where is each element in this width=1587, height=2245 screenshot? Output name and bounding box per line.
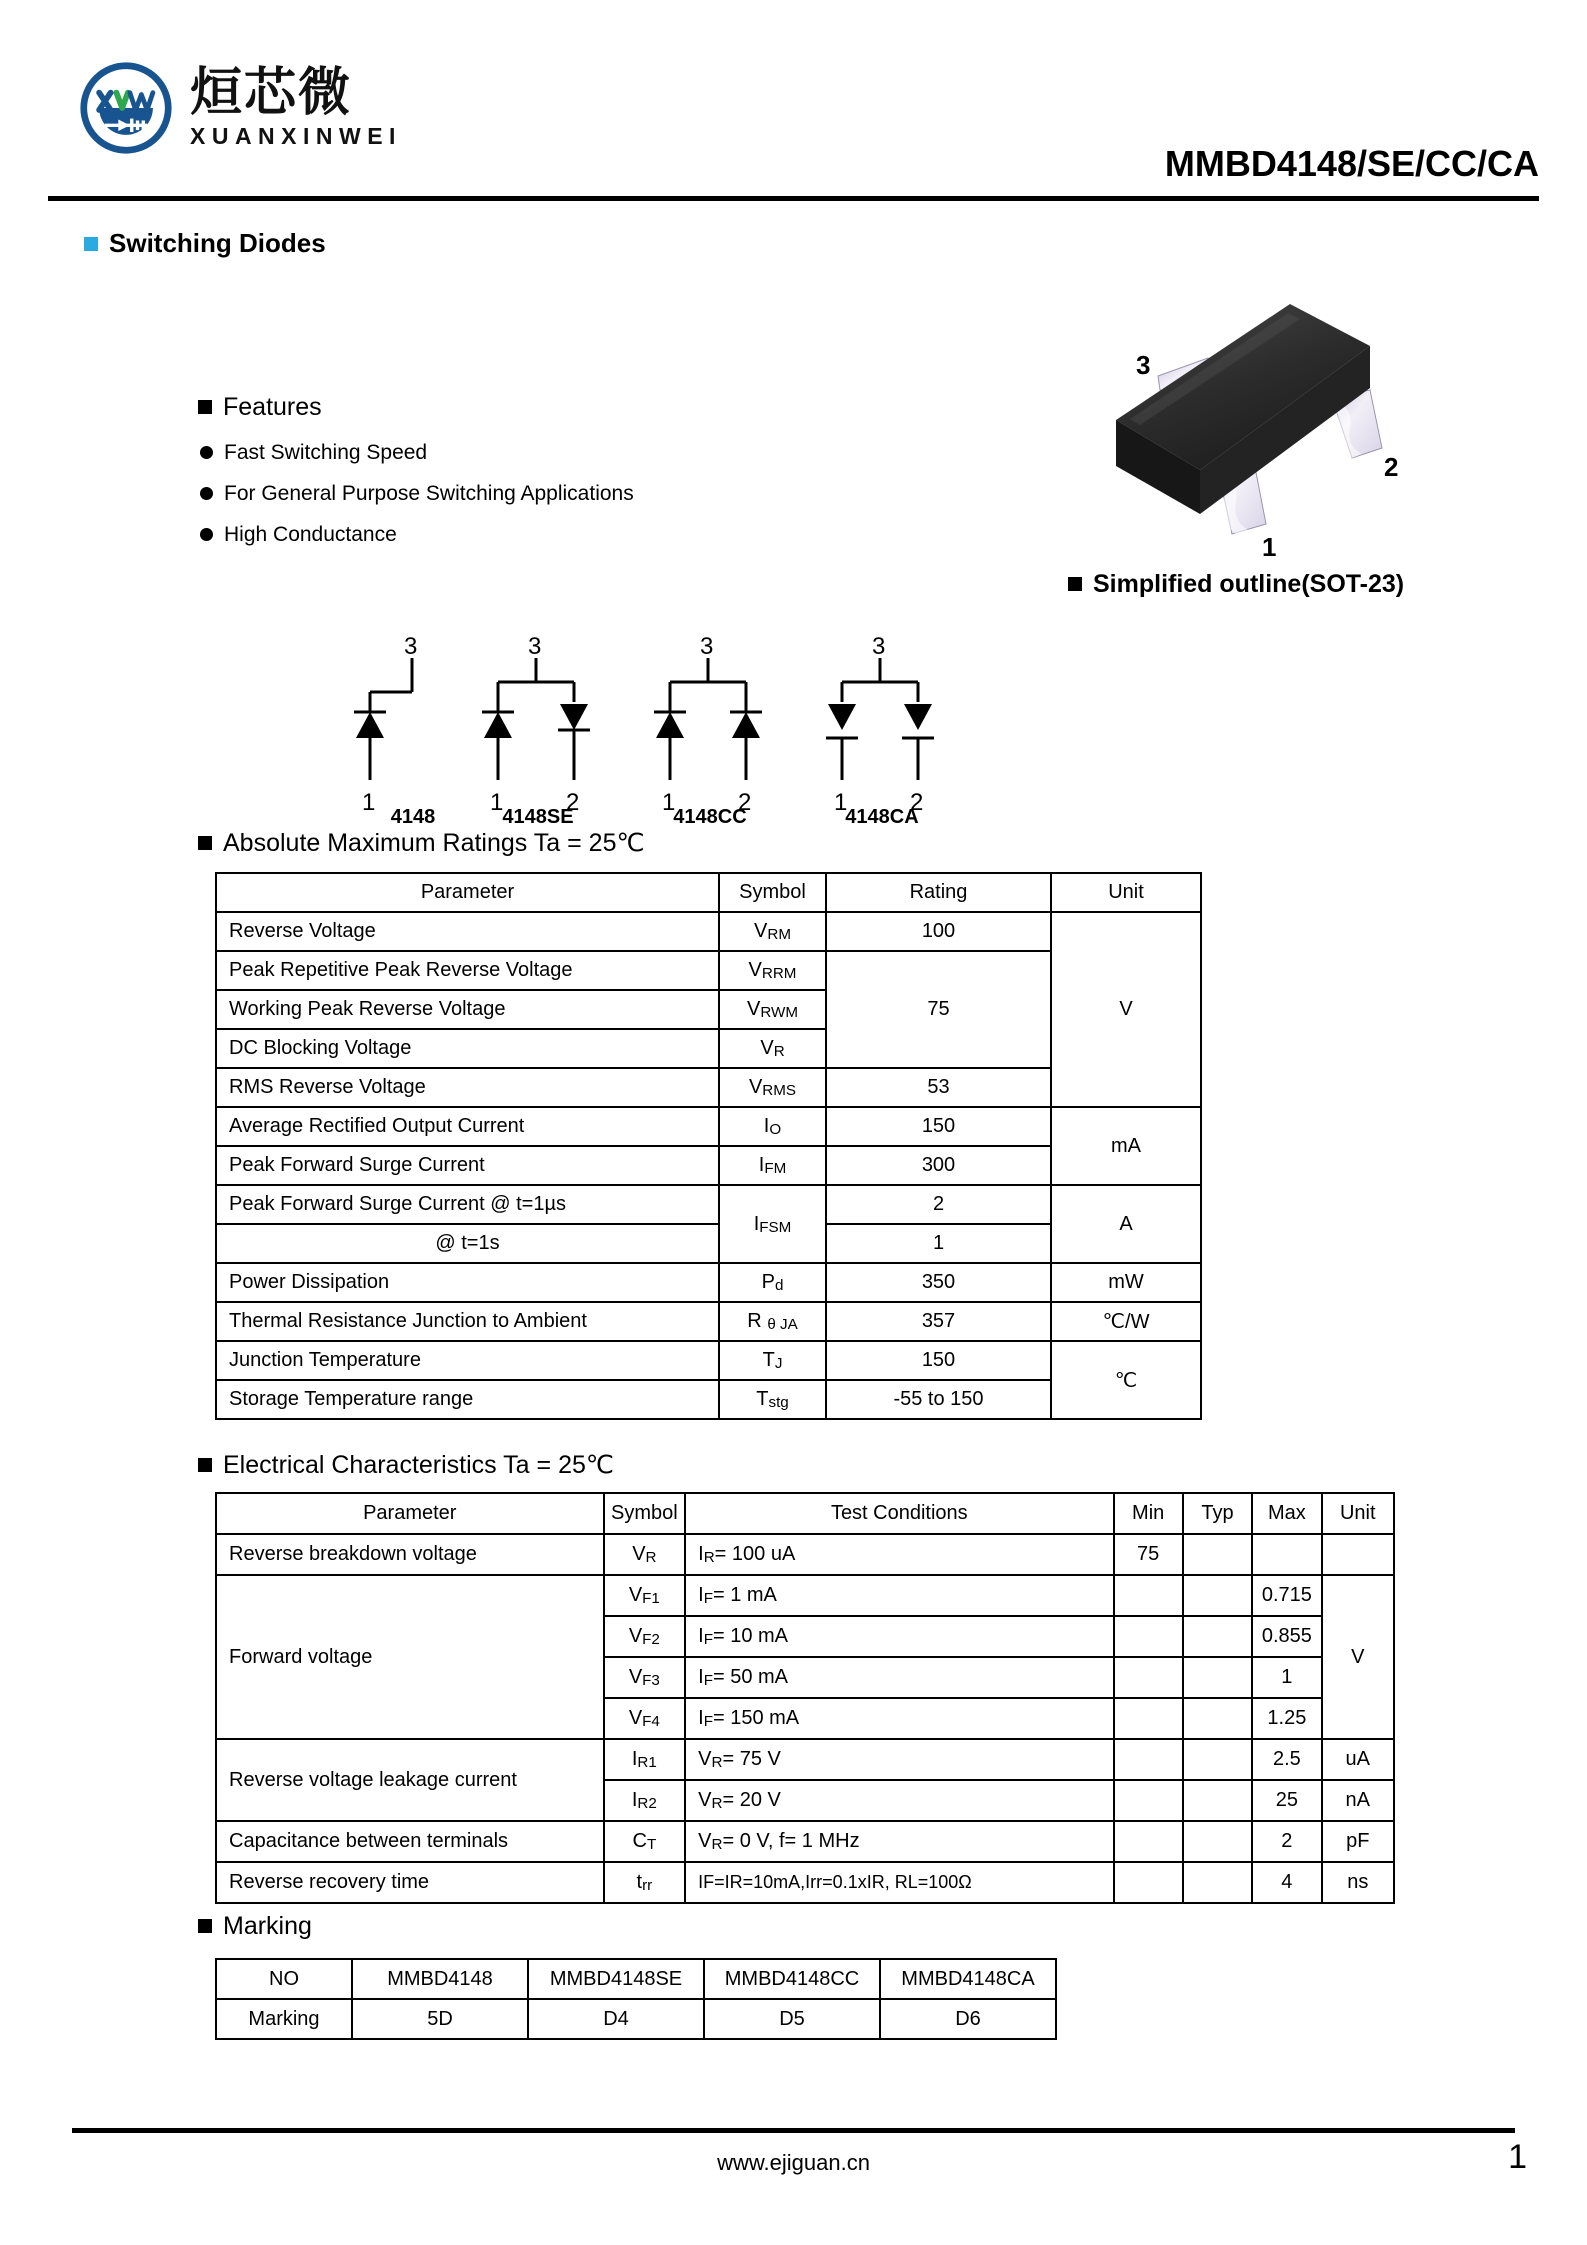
symbol-4148SE bbox=[482, 658, 590, 780]
cell-symbol bbox=[604, 1780, 686, 1821]
symbol-base: V bbox=[754, 920, 768, 942]
cell-typ bbox=[1183, 1616, 1252, 1657]
cond-base: V bbox=[698, 1789, 712, 1811]
cell-parameter: Peak Forward Surge Current @ t=1µs bbox=[216, 1185, 719, 1224]
col-header-max: Max bbox=[1252, 1493, 1321, 1534]
table-row bbox=[216, 1959, 1056, 1999]
cell-parameter: Peak Forward Surge Current bbox=[216, 1146, 719, 1185]
cell-symbol bbox=[719, 1146, 826, 1185]
cell-rating: 150 bbox=[826, 1341, 1051, 1380]
cond-base: V bbox=[698, 1830, 712, 1852]
marking-row-label: Marking bbox=[216, 1999, 352, 2039]
cell-min bbox=[1114, 1657, 1183, 1698]
cell-unit: pF bbox=[1322, 1821, 1394, 1862]
symbol-subscript: F2 bbox=[642, 1631, 660, 1648]
cell-unit: ℃/W bbox=[1051, 1302, 1201, 1341]
cell-conditions bbox=[685, 1780, 1113, 1821]
symbol-subscript: d bbox=[774, 1277, 784, 1294]
col-header-rating: Rating bbox=[826, 873, 1051, 912]
cell-typ bbox=[1183, 1862, 1252, 1903]
category-bullet-icon bbox=[84, 237, 98, 251]
symbol-pin-label: 2 bbox=[738, 789, 752, 816]
symbol-subscript: R2 bbox=[637, 1795, 657, 1812]
cell-min bbox=[1114, 1862, 1183, 1903]
table-row bbox=[216, 1575, 1394, 1616]
cell-min bbox=[1114, 1780, 1183, 1821]
section-bullet-icon bbox=[198, 400, 212, 414]
symbol-pin-label: 3 bbox=[404, 633, 418, 660]
symbol-pin-label: 1 bbox=[490, 789, 504, 816]
cell-parameter: Forward voltage bbox=[216, 1575, 604, 1739]
symbol-base: T bbox=[756, 1388, 769, 1410]
table-row bbox=[216, 1185, 1201, 1224]
cell-symbol bbox=[719, 1341, 826, 1380]
symbol-4148CA bbox=[826, 658, 934, 780]
cell-symbol bbox=[719, 1068, 826, 1107]
product-category-label: Switching Diodes bbox=[109, 228, 326, 258]
pin-2-label: 2 bbox=[1384, 452, 1399, 482]
symbol-base: V bbox=[628, 1625, 643, 1647]
symbol-subscript: RWM bbox=[760, 1004, 799, 1021]
col-header-symbol: Symbol bbox=[604, 1493, 686, 1534]
cond-base: I bbox=[698, 1625, 704, 1647]
xxw-circle-logo-icon bbox=[78, 60, 174, 156]
symbol-subscript: J bbox=[774, 1355, 783, 1372]
cell-typ bbox=[1183, 1575, 1252, 1616]
cell-rating: 350 bbox=[826, 1263, 1051, 1302]
marking-table bbox=[215, 1958, 1057, 2040]
cond-base: I bbox=[698, 1666, 704, 1688]
cell-rating: 100 bbox=[826, 912, 1051, 951]
cond-rest: = 1 mA bbox=[712, 1584, 777, 1606]
symbol-base: P bbox=[761, 1271, 775, 1293]
cell-unit bbox=[1322, 1534, 1394, 1575]
symbol-subscript: RRM bbox=[761, 965, 797, 982]
table-row bbox=[216, 1739, 1394, 1780]
marking-code: 5D bbox=[352, 1999, 528, 2039]
electrical-characteristics-table bbox=[215, 1492, 1395, 1904]
cell-min: 75 bbox=[1114, 1534, 1183, 1575]
cond-subscript: R bbox=[711, 1754, 723, 1771]
cell-max: 0.855 bbox=[1252, 1616, 1321, 1657]
feature-label: High Conductance bbox=[224, 523, 397, 546]
symbol-pin-label: 1 bbox=[362, 789, 376, 816]
symbol-base: R bbox=[747, 1310, 762, 1332]
schematic-symbols bbox=[330, 620, 1030, 820]
features-heading bbox=[198, 393, 322, 422]
feature-label: For General Purpose Switching Applications bbox=[224, 482, 634, 505]
cell-conditions bbox=[685, 1821, 1113, 1862]
cell-rating: 2 bbox=[826, 1185, 1051, 1224]
cell-max: 4 bbox=[1252, 1862, 1321, 1903]
cond-rest: = 50 mA bbox=[712, 1666, 789, 1688]
symbol-subscript: F1 bbox=[642, 1590, 660, 1607]
symbol-base: V bbox=[748, 959, 762, 981]
symbol-base: V bbox=[746, 998, 761, 1020]
cond-rest: = 150 mA bbox=[712, 1707, 800, 1729]
symbol-caption-4148SE: 4148SE bbox=[502, 806, 574, 828]
symbol-subscript: FM bbox=[764, 1160, 787, 1177]
cell-parameter: Peak Repetitive Peak Reverse Voltage bbox=[216, 951, 719, 990]
table-row bbox=[216, 1107, 1201, 1146]
symbol-caption-4148CA: 4148CA bbox=[845, 806, 919, 828]
table-row bbox=[216, 1302, 1201, 1341]
features-heading-label: Features bbox=[223, 393, 322, 421]
page-header bbox=[0, 0, 1587, 210]
cell-rating: 300 bbox=[826, 1146, 1051, 1185]
cell-unit: V bbox=[1051, 912, 1201, 1107]
symbol-subscript: rr bbox=[642, 1877, 653, 1894]
symbol-base: I bbox=[753, 1212, 760, 1235]
symbol-subscript: FSM bbox=[759, 1218, 792, 1236]
table-row bbox=[216, 1341, 1201, 1380]
cond-subscript: F bbox=[703, 1713, 713, 1730]
cell-unit: nA bbox=[1322, 1780, 1394, 1821]
cell-min bbox=[1114, 1616, 1183, 1657]
table-row bbox=[216, 1534, 1394, 1575]
page-title: MMBD4148/SE/CC/CA bbox=[1164, 143, 1539, 184]
symbol-base: T bbox=[762, 1349, 775, 1371]
symbol-subscript: R1 bbox=[637, 1754, 657, 1771]
abs-max-ratings-table bbox=[215, 872, 1202, 1420]
cell-symbol bbox=[604, 1657, 686, 1698]
col-header-unit: Unit bbox=[1051, 873, 1201, 912]
symbol-base: C bbox=[632, 1830, 647, 1852]
feature-item bbox=[200, 523, 397, 547]
cond-base: I bbox=[698, 1543, 704, 1565]
symbol-subscript: R bbox=[645, 1549, 657, 1566]
cell-typ bbox=[1183, 1821, 1252, 1862]
symbol-subscript: F4 bbox=[642, 1713, 660, 1730]
col-header-typ: Typ bbox=[1183, 1493, 1252, 1534]
cell-conditions bbox=[685, 1534, 1113, 1575]
cell-min bbox=[1114, 1698, 1183, 1739]
marking-part: MMBD4148CC bbox=[704, 1959, 880, 1999]
cell-max bbox=[1252, 1534, 1321, 1575]
table-row bbox=[216, 1999, 1056, 2039]
cell-symbol bbox=[604, 1862, 686, 1903]
company-logo bbox=[78, 60, 402, 156]
cell-symbol bbox=[719, 1185, 826, 1263]
cell-typ bbox=[1183, 1780, 1252, 1821]
symbol-base: V bbox=[628, 1666, 643, 1688]
symbol-base: I bbox=[763, 1115, 770, 1137]
cond-rest: = 100 uA bbox=[714, 1543, 796, 1565]
marking-part: MMBD4148SE bbox=[528, 1959, 704, 1999]
marking-heading-label: Marking bbox=[223, 1912, 312, 1940]
table-row bbox=[216, 1862, 1394, 1903]
cell-symbol bbox=[719, 1380, 826, 1419]
cell-parameter: Reverse Voltage bbox=[216, 912, 719, 951]
symbol-caption-4148CC: 4148CC bbox=[673, 806, 747, 828]
symbol-subscript: θ JA bbox=[767, 1316, 798, 1333]
cell-symbol bbox=[719, 912, 826, 951]
package-caption-label: Simplified outline(SOT-23) bbox=[1093, 570, 1405, 598]
cell-unit: uA bbox=[1322, 1739, 1394, 1780]
col-header-symbol: Symbol bbox=[719, 873, 826, 912]
cell-parameter: Junction Temperature bbox=[216, 1341, 719, 1380]
cell-symbol bbox=[604, 1821, 686, 1862]
marking-part: MMBD4148CA bbox=[880, 1959, 1056, 1999]
table-row bbox=[216, 1821, 1394, 1862]
cell-symbol bbox=[604, 1616, 686, 1657]
feature-bullet-icon bbox=[200, 528, 213, 541]
table-row bbox=[216, 1263, 1201, 1302]
symbol-base: V bbox=[632, 1543, 646, 1565]
section-bullet-icon bbox=[198, 836, 212, 850]
cell-rating: -55 to 150 bbox=[826, 1380, 1051, 1419]
cell-symbol bbox=[719, 990, 826, 1029]
cell-parameter: Power Dissipation bbox=[216, 1263, 719, 1302]
symbol-pin-label: 3 bbox=[872, 633, 886, 660]
cell-conditions bbox=[685, 1657, 1113, 1698]
marking-code: D5 bbox=[704, 1999, 880, 2039]
cell-parameter: Reverse recovery time bbox=[216, 1862, 604, 1903]
cell-max: 1.25 bbox=[1252, 1698, 1321, 1739]
marking-code: D6 bbox=[880, 1999, 1056, 2039]
cell-symbol bbox=[719, 1107, 826, 1146]
symbol-base: I bbox=[631, 1748, 638, 1770]
symbol-4148CC bbox=[654, 658, 762, 780]
symbol-subscript: O bbox=[769, 1121, 782, 1138]
cell-parameter: Working Peak Reverse Voltage bbox=[216, 990, 719, 1029]
marking-heading bbox=[198, 1912, 312, 1941]
cell-symbol bbox=[719, 1302, 826, 1341]
cell-symbol bbox=[719, 1029, 826, 1068]
cell-parameter: Capacitance between terminals bbox=[216, 1821, 604, 1862]
cell-min bbox=[1114, 1739, 1183, 1780]
symbol-base: I bbox=[758, 1154, 765, 1176]
cell-typ bbox=[1183, 1534, 1252, 1575]
cell-rating: 1 bbox=[826, 1224, 1051, 1263]
cell-unit: ns bbox=[1322, 1862, 1394, 1903]
symbol-4148 bbox=[354, 658, 412, 780]
col-header-parameter: Parameter bbox=[216, 1493, 604, 1534]
symbol-pin-label: 2 bbox=[910, 789, 924, 816]
table-header-row bbox=[216, 1493, 1394, 1534]
col-header-conditions: Test Conditions bbox=[685, 1493, 1113, 1534]
cond-rest: = 0 V, f= 1 MHz bbox=[722, 1830, 860, 1852]
cond-subscript: R bbox=[703, 1549, 715, 1566]
cell-unit: V bbox=[1322, 1575, 1394, 1739]
cell-symbol bbox=[604, 1739, 686, 1780]
cell-parameter: Reverse breakdown voltage bbox=[216, 1534, 604, 1575]
cond-rest: = 75 V bbox=[722, 1748, 781, 1770]
section-bullet-icon bbox=[198, 1458, 212, 1472]
symbol-base: t bbox=[636, 1871, 643, 1893]
cell-unit: ℃ bbox=[1051, 1341, 1201, 1419]
cond-base: I bbox=[698, 1584, 704, 1606]
logo-chinese-name: 烜芯微 bbox=[190, 63, 353, 124]
section-bullet-icon bbox=[198, 1919, 212, 1933]
symbol-caption-4148: 4148 bbox=[390, 806, 436, 828]
feature-item bbox=[200, 482, 634, 506]
cell-min bbox=[1114, 1821, 1183, 1862]
cell-conditions bbox=[685, 1739, 1113, 1780]
product-category bbox=[84, 228, 326, 259]
cell-conditions bbox=[685, 1616, 1113, 1657]
pin-3-label: 3 bbox=[1136, 350, 1151, 380]
cell-rating: 150 bbox=[826, 1107, 1051, 1146]
cond-subscript: F bbox=[703, 1672, 713, 1689]
cell-rating: 53 bbox=[826, 1068, 1051, 1107]
cell-symbol bbox=[604, 1698, 686, 1739]
marking-part: MMBD4148 bbox=[352, 1959, 528, 1999]
cell-typ bbox=[1183, 1739, 1252, 1780]
page-number: 1 bbox=[1508, 2138, 1527, 2176]
cond-subscript: F bbox=[703, 1631, 713, 1648]
feature-bullet-icon bbox=[200, 487, 213, 500]
cell-rating: 357 bbox=[826, 1302, 1051, 1341]
footer-divider bbox=[72, 2128, 1515, 2133]
symbol-subscript: RMS bbox=[762, 1082, 797, 1099]
cell-max: 0.715 bbox=[1252, 1575, 1321, 1616]
cell-parameter: DC Blocking Voltage bbox=[216, 1029, 719, 1068]
symbol-subscript: T bbox=[646, 1836, 657, 1853]
section-bullet-icon bbox=[1068, 577, 1082, 591]
symbol-subscript: RM bbox=[767, 926, 791, 943]
cell-typ bbox=[1183, 1657, 1252, 1698]
symbol-pin-label: 3 bbox=[528, 633, 542, 660]
electrical-heading bbox=[198, 1450, 614, 1480]
symbol-base: V bbox=[628, 1584, 643, 1606]
symbol-base: V bbox=[748, 1076, 763, 1098]
cond-subscript: R bbox=[711, 1795, 723, 1812]
marking-code: D4 bbox=[528, 1999, 704, 2039]
package-outline-drawing bbox=[1040, 280, 1510, 620]
cell-parameter: Average Rectified Output Current bbox=[216, 1107, 719, 1146]
cell-parameter: Storage Temperature range bbox=[216, 1380, 719, 1419]
cell-symbol bbox=[604, 1575, 686, 1616]
feature-label: Fast Switching Speed bbox=[224, 441, 428, 464]
header-divider bbox=[48, 196, 1539, 201]
cell-symbol bbox=[719, 1263, 826, 1302]
cell-conditions bbox=[685, 1575, 1113, 1616]
cell-symbol bbox=[604, 1534, 686, 1575]
cell-conditions: IF=IR=10mA,Irr=0.1xIR, RL=100Ω bbox=[685, 1862, 1113, 1903]
cond-subscript: F bbox=[703, 1590, 713, 1607]
abs-max-heading-label: Absolute Maximum Ratings Ta = 25℃ bbox=[223, 829, 645, 857]
table-header-row bbox=[216, 873, 1201, 912]
cell-parameter: @ t=1s bbox=[216, 1224, 719, 1263]
symbol-base: V bbox=[628, 1707, 643, 1729]
col-header-min: Min bbox=[1114, 1493, 1183, 1534]
cell-unit: mW bbox=[1051, 1263, 1201, 1302]
symbol-pin-label: 1 bbox=[834, 789, 848, 816]
symbol-subscript: R bbox=[773, 1043, 785, 1060]
symbol-pin-label: 3 bbox=[700, 633, 714, 660]
cell-rating: 75 bbox=[826, 951, 1051, 1068]
marking-row-label: NO bbox=[216, 1959, 352, 1999]
cell-max: 2.5 bbox=[1252, 1739, 1321, 1780]
cell-parameter: RMS Reverse Voltage bbox=[216, 1068, 719, 1107]
cell-max: 2 bbox=[1252, 1821, 1321, 1862]
symbol-subscript: F3 bbox=[642, 1672, 660, 1689]
cell-unit: mA bbox=[1051, 1107, 1201, 1185]
symbol-pin-label: 1 bbox=[662, 789, 676, 816]
logo-english-name: XUANXINWEI bbox=[190, 122, 402, 149]
abs-max-heading bbox=[198, 828, 645, 858]
symbol-pin-label: 2 bbox=[566, 789, 580, 816]
cell-unit: A bbox=[1051, 1185, 1201, 1263]
col-header-parameter: Parameter bbox=[216, 873, 719, 912]
cond-subscript: R bbox=[711, 1836, 723, 1853]
cell-parameter: Thermal Resistance Junction to Ambient bbox=[216, 1302, 719, 1341]
cell-min bbox=[1114, 1575, 1183, 1616]
cond-base: I bbox=[698, 1707, 704, 1729]
feature-item bbox=[200, 441, 427, 465]
table-row bbox=[216, 912, 1201, 951]
package-caption bbox=[1068, 570, 1404, 599]
feature-bullet-icon bbox=[200, 446, 213, 459]
cell-max: 1 bbox=[1252, 1657, 1321, 1698]
cell-max: 25 bbox=[1252, 1780, 1321, 1821]
cond-rest: = 10 mA bbox=[712, 1625, 789, 1647]
cond-base: V bbox=[698, 1748, 712, 1770]
electrical-heading-label: Electrical Characteristics Ta = 25℃ bbox=[223, 1451, 614, 1479]
symbol-base: I bbox=[631, 1789, 638, 1811]
symbol-base: V bbox=[760, 1037, 774, 1059]
cell-parameter: Reverse voltage leakage current bbox=[216, 1739, 604, 1821]
col-header-unit: Unit bbox=[1322, 1493, 1394, 1534]
logo-wordmark bbox=[190, 63, 402, 150]
symbol-subscript: stg bbox=[768, 1394, 789, 1411]
cell-typ bbox=[1183, 1698, 1252, 1739]
pin-1-label: 1 bbox=[1262, 532, 1277, 562]
cond-rest: = 20 V bbox=[722, 1789, 781, 1811]
cell-symbol bbox=[719, 951, 826, 990]
cell-conditions bbox=[685, 1698, 1113, 1739]
footer-url[interactable]: www.ejiguan.cn bbox=[717, 2150, 870, 2175]
